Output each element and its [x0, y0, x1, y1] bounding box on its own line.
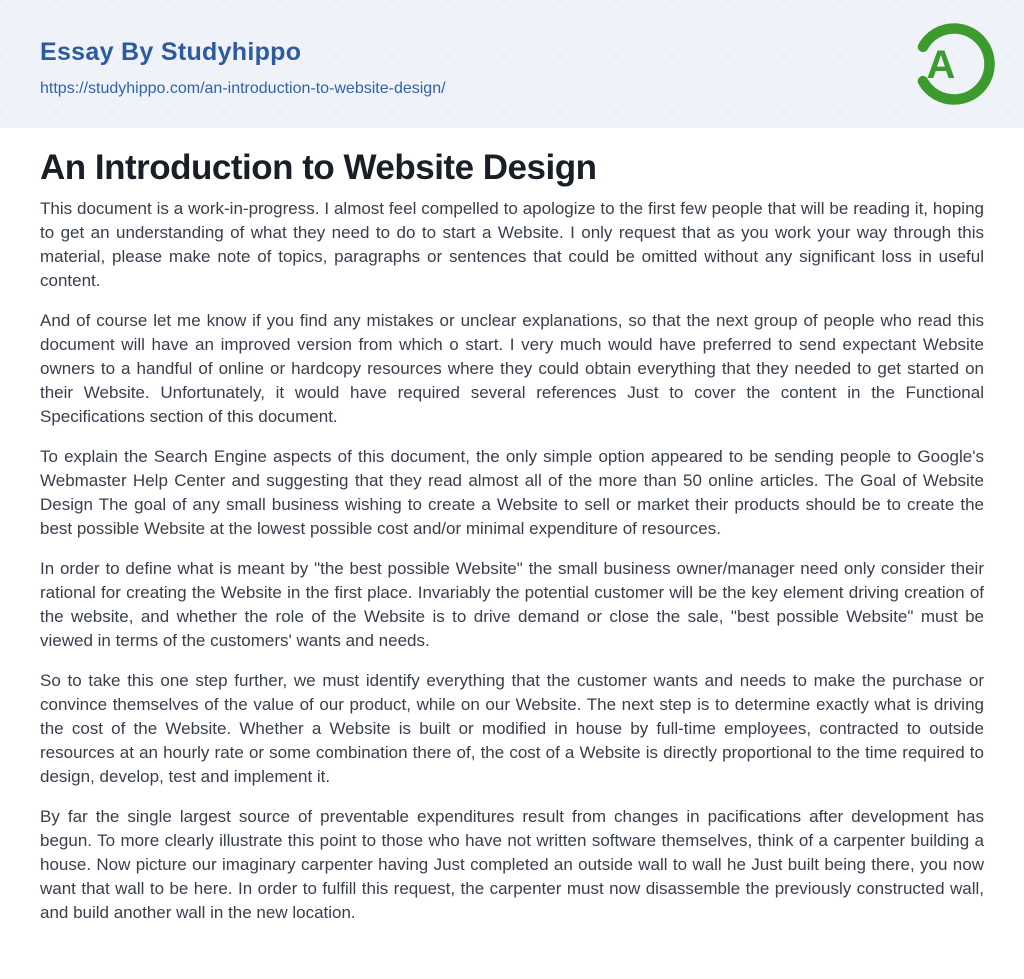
essay-document: [0, 128, 1024, 925]
studyhippo-logo: [912, 22, 996, 106]
article-paragraph: And of course let me know if you find any mistakes or unclear explanations, so that the next group of people who read this document will have an improved version from which o start. I very much would have preferred to send expectant Website owners to a handful of online or hardcopy resources where they could obtain everything that they needed to get started on their Website. Unfortunately, it would have required several references Just to cover the content in the Functional Specifications section of this document.: [40, 311, 984, 426]
essay-source-url[interactable]: https://studyhippo.com/an-introduction-to-website-design/: [40, 80, 446, 97]
page-header: [0, 0, 1024, 128]
essay-source-title: Essay By Studyhippo: [40, 38, 302, 66]
article-body: [40, 197, 984, 925]
article-paragraph: So to take this one step further, we must identify everything that the customer wants and needs to make the purchase or convince themselves of the value of our product, while on our Website. The next step is to determine exactly what is driving the cost of the Website. Whether a Website is built or modified in house by full-time employees, contracted to outside resources at an hourly rate or some combination there of, the cost of a Website is directly proportional to the time required to design, develop, test and implement it.: [40, 671, 984, 786]
article-paragraph: This document is a work-in-progress. I almost feel compelled to apologize to the first few people that will be reading it, hoping to get an understanding of what they need to do to start a Website. I only request that as you work your way through this material, please make note of topics, paragraphs or sentences that could be omitted without any significant loss in useful content.: [40, 199, 984, 290]
article-paragraph: To explain the Search Engine aspects of this document, the only simple option appeared to be sending people to Google's Webmaster Help Center and suggesting that they read almost all of the more than 50 online articles. The Goal of Website Design The goal of any small business wishing to create a Website to sell or market their products should be to create the best possible Website at the lowest possible cost and/or minimal expenditure of resources.: [40, 447, 984, 538]
header-source-block: [40, 38, 446, 98]
page-title: An Introduction to Website Design: [40, 148, 597, 187]
article-paragraph: By far the single largest source of preventable expenditures result from changes in pacifications after development has begun. To more clearly illustrate this point to those who have not written software themselves, think of a carpenter building a house. Now picture our imaginary carpenter having Just completed an outside wall to wall he Just built being there, you now want that wall to be here. In order to fulfill this request, the carpenter must now disassemble the previously constructed wall, and build another wall in the new location.: [40, 807, 984, 922]
article-paragraph: In order to define what is meant by "the best possible Website" the small business owner/manager need only consider their rational for creating the Website in the first place. Invariably the potential customer will be the key element driving creation of the website, and whether the role of the Website is to drive demand or close the sale, "best possible Website" must be viewed in terms of the customers' wants and needs.: [40, 559, 984, 650]
logo-letter: A: [926, 43, 956, 87]
